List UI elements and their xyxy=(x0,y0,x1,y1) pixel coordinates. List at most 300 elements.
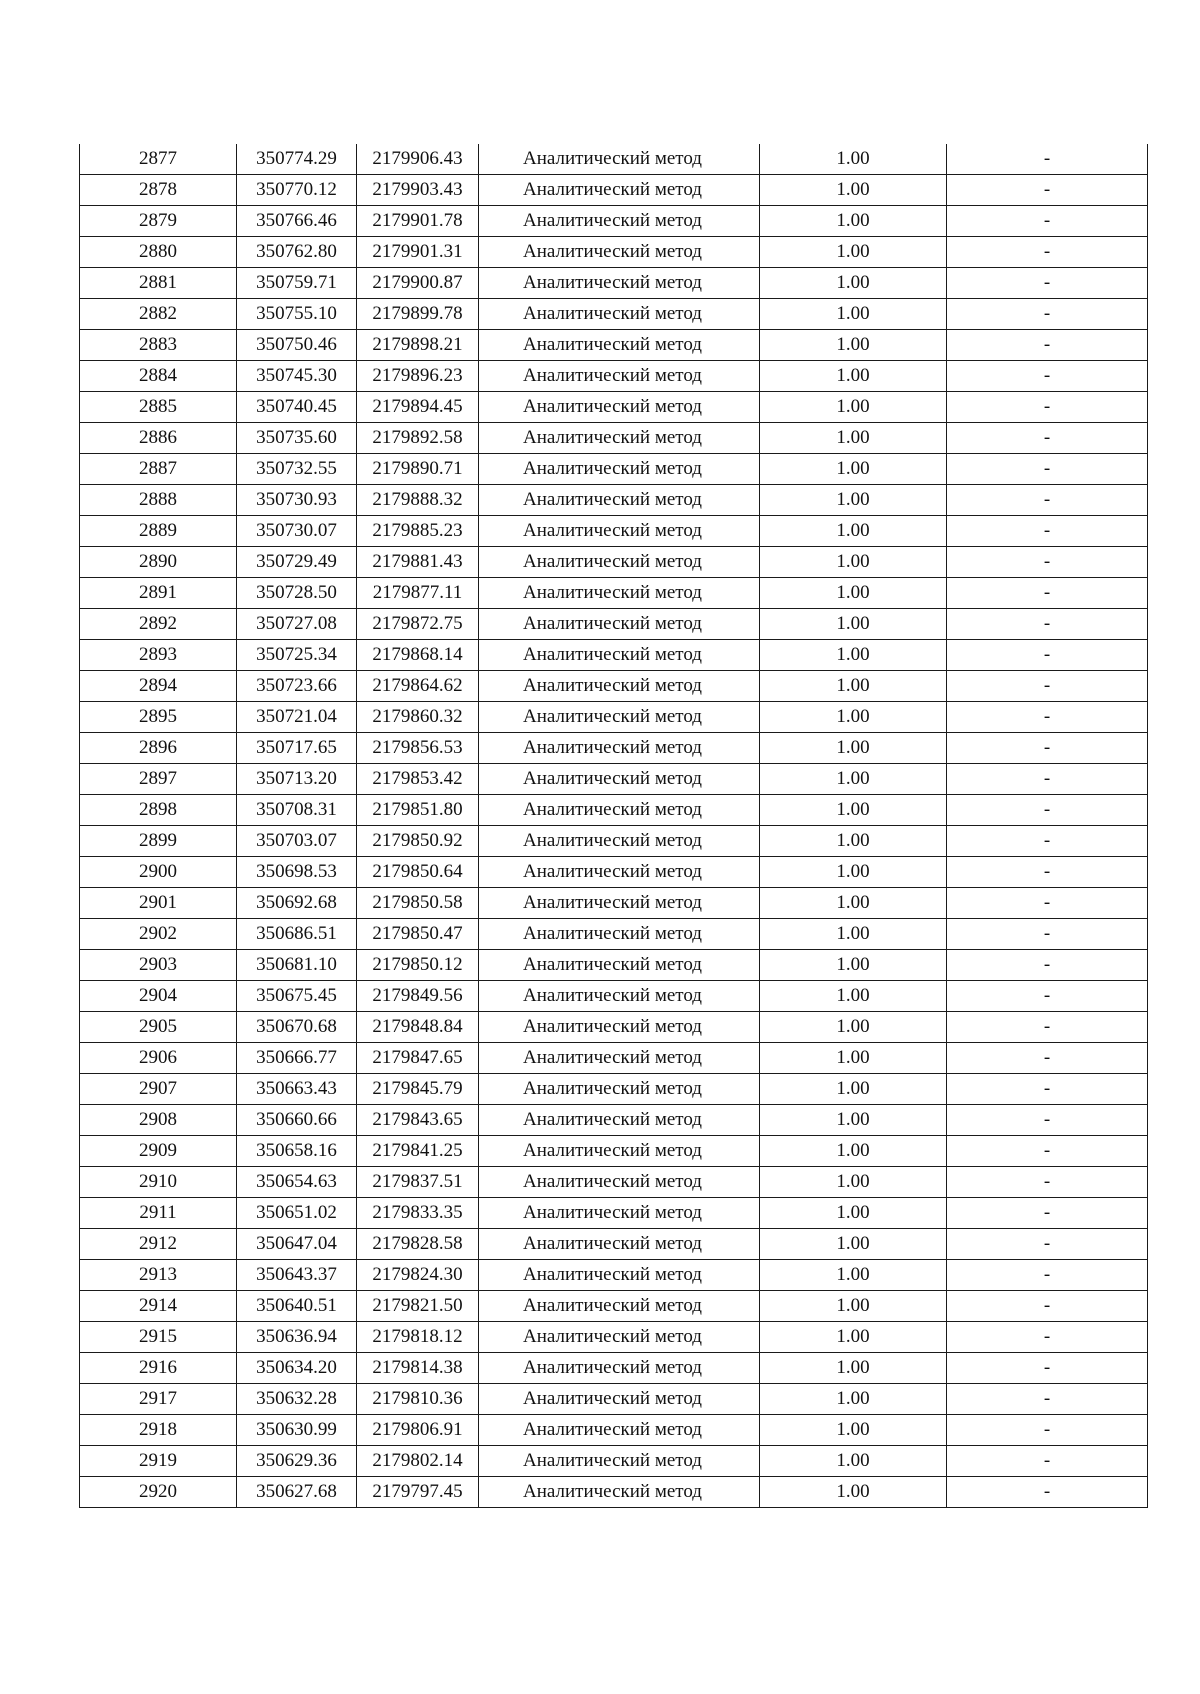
note-cell: - xyxy=(947,640,1148,671)
accuracy-cell: 1.00 xyxy=(760,702,947,733)
y-coordinate-cell: 2179881.43 xyxy=(357,547,479,578)
method-cell: Аналитический метод xyxy=(479,516,760,547)
accuracy-cell: 1.00 xyxy=(760,1105,947,1136)
note-cell: - xyxy=(947,826,1148,857)
method-cell: Аналитический метод xyxy=(479,1384,760,1415)
accuracy-cell: 1.00 xyxy=(760,268,947,299)
note-cell: - xyxy=(947,547,1148,578)
y-coordinate-cell: 2179828.58 xyxy=(357,1229,479,1260)
note-cell: - xyxy=(947,1446,1148,1477)
y-coordinate-cell: 2179864.62 xyxy=(357,671,479,702)
table-row xyxy=(80,1353,1148,1384)
x-coordinate-cell: 350663.43 xyxy=(237,1074,357,1105)
x-coordinate-cell: 350774.29 xyxy=(237,144,357,175)
note-cell: - xyxy=(947,919,1148,950)
method-cell: Аналитический метод xyxy=(479,981,760,1012)
point-number-cell: 2877 xyxy=(80,144,237,175)
table-row xyxy=(80,1291,1148,1322)
y-coordinate-cell: 2179856.53 xyxy=(357,733,479,764)
table-row xyxy=(80,702,1148,733)
x-coordinate-cell: 350632.28 xyxy=(237,1384,357,1415)
point-number-cell: 2909 xyxy=(80,1136,237,1167)
y-coordinate-cell: 2179850.64 xyxy=(357,857,479,888)
y-coordinate-cell: 2179802.14 xyxy=(357,1446,479,1477)
table-row xyxy=(80,423,1148,454)
x-coordinate-cell: 350660.66 xyxy=(237,1105,357,1136)
y-coordinate-cell: 2179898.21 xyxy=(357,330,479,361)
table-row xyxy=(80,361,1148,392)
accuracy-cell: 1.00 xyxy=(760,175,947,206)
table-row xyxy=(80,1477,1148,1508)
point-number-cell: 2906 xyxy=(80,1043,237,1074)
table-row xyxy=(80,981,1148,1012)
accuracy-cell: 1.00 xyxy=(760,1477,947,1508)
y-coordinate-cell: 2179899.78 xyxy=(357,299,479,330)
accuracy-cell: 1.00 xyxy=(760,857,947,888)
table-body xyxy=(80,144,1148,1508)
x-coordinate-cell: 350721.04 xyxy=(237,702,357,733)
point-number-cell: 2880 xyxy=(80,237,237,268)
note-cell: - xyxy=(947,1291,1148,1322)
x-coordinate-cell: 350670.68 xyxy=(237,1012,357,1043)
y-coordinate-cell: 2179821.50 xyxy=(357,1291,479,1322)
point-number-cell: 2902 xyxy=(80,919,237,950)
method-cell: Аналитический метод xyxy=(479,578,760,609)
note-cell: - xyxy=(947,516,1148,547)
x-coordinate-cell: 350759.71 xyxy=(237,268,357,299)
x-coordinate-cell: 350730.93 xyxy=(237,485,357,516)
accuracy-cell: 1.00 xyxy=(760,330,947,361)
point-number-cell: 2911 xyxy=(80,1198,237,1229)
accuracy-cell: 1.00 xyxy=(760,1136,947,1167)
method-cell: Аналитический метод xyxy=(479,733,760,764)
method-cell: Аналитический метод xyxy=(479,268,760,299)
point-number-cell: 2907 xyxy=(80,1074,237,1105)
y-coordinate-cell: 2179885.23 xyxy=(357,516,479,547)
note-cell: - xyxy=(947,950,1148,981)
table-row xyxy=(80,733,1148,764)
y-coordinate-cell: 2179872.75 xyxy=(357,609,479,640)
method-cell: Аналитический метод xyxy=(479,361,760,392)
note-cell: - xyxy=(947,1384,1148,1415)
accuracy-cell: 1.00 xyxy=(760,1415,947,1446)
point-number-cell: 2889 xyxy=(80,516,237,547)
x-coordinate-cell: 350723.66 xyxy=(237,671,357,702)
y-coordinate-cell: 2179868.14 xyxy=(357,640,479,671)
x-coordinate-cell: 350651.02 xyxy=(237,1198,357,1229)
x-coordinate-cell: 350703.07 xyxy=(237,826,357,857)
x-coordinate-cell: 350740.45 xyxy=(237,392,357,423)
accuracy-cell: 1.00 xyxy=(760,950,947,981)
table-row xyxy=(80,1229,1148,1260)
accuracy-cell: 1.00 xyxy=(760,1353,947,1384)
point-number-cell: 2890 xyxy=(80,547,237,578)
note-cell: - xyxy=(947,795,1148,826)
method-cell: Аналитический метод xyxy=(479,1291,760,1322)
accuracy-cell: 1.00 xyxy=(760,609,947,640)
accuracy-cell: 1.00 xyxy=(760,299,947,330)
x-coordinate-cell: 350735.60 xyxy=(237,423,357,454)
method-cell: Аналитический метод xyxy=(479,1136,760,1167)
note-cell: - xyxy=(947,1074,1148,1105)
y-coordinate-cell: 2179900.87 xyxy=(357,268,479,299)
point-number-cell: 2896 xyxy=(80,733,237,764)
note-cell: - xyxy=(947,1136,1148,1167)
y-coordinate-cell: 2179848.84 xyxy=(357,1012,479,1043)
method-cell: Аналитический метод xyxy=(479,392,760,423)
point-number-cell: 2915 xyxy=(80,1322,237,1353)
method-cell: Аналитический метод xyxy=(479,888,760,919)
accuracy-cell: 1.00 xyxy=(760,795,947,826)
y-coordinate-cell: 2179810.36 xyxy=(357,1384,479,1415)
method-cell: Аналитический метод xyxy=(479,671,760,702)
accuracy-cell: 1.00 xyxy=(760,144,947,175)
method-cell: Аналитический метод xyxy=(479,702,760,733)
y-coordinate-cell: 2179906.43 xyxy=(357,144,479,175)
method-cell: Аналитический метод xyxy=(479,609,760,640)
method-cell: Аналитический метод xyxy=(479,175,760,206)
method-cell: Аналитический метод xyxy=(479,206,760,237)
note-cell: - xyxy=(947,733,1148,764)
x-coordinate-cell: 350728.50 xyxy=(237,578,357,609)
point-number-cell: 2917 xyxy=(80,1384,237,1415)
accuracy-cell: 1.00 xyxy=(760,1260,947,1291)
table-row xyxy=(80,888,1148,919)
table-row xyxy=(80,237,1148,268)
point-number-cell: 2901 xyxy=(80,888,237,919)
table-row xyxy=(80,578,1148,609)
y-coordinate-cell: 2179850.92 xyxy=(357,826,479,857)
x-coordinate-cell: 350634.20 xyxy=(237,1353,357,1384)
table-row xyxy=(80,640,1148,671)
y-coordinate-cell: 2179843.65 xyxy=(357,1105,479,1136)
accuracy-cell: 1.00 xyxy=(760,826,947,857)
note-cell: - xyxy=(947,1043,1148,1074)
x-coordinate-cell: 350729.49 xyxy=(237,547,357,578)
note-cell: - xyxy=(947,1229,1148,1260)
note-cell: - xyxy=(947,485,1148,516)
method-cell: Аналитический метод xyxy=(479,1198,760,1229)
y-coordinate-cell: 2179850.12 xyxy=(357,950,479,981)
x-coordinate-cell: 350713.20 xyxy=(237,764,357,795)
y-coordinate-cell: 2179903.43 xyxy=(357,175,479,206)
table-row xyxy=(80,268,1148,299)
point-number-cell: 2881 xyxy=(80,268,237,299)
y-coordinate-cell: 2179818.12 xyxy=(357,1322,479,1353)
accuracy-cell: 1.00 xyxy=(760,206,947,237)
y-coordinate-cell: 2179890.71 xyxy=(357,454,479,485)
point-number-cell: 2897 xyxy=(80,764,237,795)
point-number-cell: 2894 xyxy=(80,671,237,702)
table-row xyxy=(80,1136,1148,1167)
y-coordinate-cell: 2179894.45 xyxy=(357,392,479,423)
x-coordinate-cell: 350629.36 xyxy=(237,1446,357,1477)
x-coordinate-cell: 350770.12 xyxy=(237,175,357,206)
note-cell: - xyxy=(947,237,1148,268)
point-number-cell: 2893 xyxy=(80,640,237,671)
point-number-cell: 2891 xyxy=(80,578,237,609)
point-number-cell: 2910 xyxy=(80,1167,237,1198)
y-coordinate-cell: 2179850.58 xyxy=(357,888,479,919)
accuracy-cell: 1.00 xyxy=(760,454,947,485)
point-number-cell: 2878 xyxy=(80,175,237,206)
y-coordinate-cell: 2179797.45 xyxy=(357,1477,479,1508)
note-cell: - xyxy=(947,578,1148,609)
y-coordinate-cell: 2179824.30 xyxy=(357,1260,479,1291)
y-coordinate-cell: 2179849.56 xyxy=(357,981,479,1012)
y-coordinate-cell: 2179877.11 xyxy=(357,578,479,609)
x-coordinate-cell: 350762.80 xyxy=(237,237,357,268)
table-row xyxy=(80,1043,1148,1074)
y-coordinate-cell: 2179853.42 xyxy=(357,764,479,795)
table-row xyxy=(80,144,1148,175)
method-cell: Аналитический метод xyxy=(479,1043,760,1074)
x-coordinate-cell: 350658.16 xyxy=(237,1136,357,1167)
method-cell: Аналитический метод xyxy=(479,237,760,268)
x-coordinate-cell: 350725.34 xyxy=(237,640,357,671)
table-row xyxy=(80,1012,1148,1043)
x-coordinate-cell: 350630.99 xyxy=(237,1415,357,1446)
table-row xyxy=(80,919,1148,950)
method-cell: Аналитический метод xyxy=(479,485,760,516)
y-coordinate-cell: 2179845.79 xyxy=(357,1074,479,1105)
method-cell: Аналитический метод xyxy=(479,857,760,888)
table-row xyxy=(80,764,1148,795)
point-number-cell: 2920 xyxy=(80,1477,237,1508)
accuracy-cell: 1.00 xyxy=(760,640,947,671)
point-number-cell: 2898 xyxy=(80,795,237,826)
x-coordinate-cell: 350647.04 xyxy=(237,1229,357,1260)
table-row xyxy=(80,392,1148,423)
point-number-cell: 2884 xyxy=(80,361,237,392)
note-cell: - xyxy=(947,299,1148,330)
table-row xyxy=(80,795,1148,826)
accuracy-cell: 1.00 xyxy=(760,733,947,764)
note-cell: - xyxy=(947,268,1148,299)
table-row xyxy=(80,485,1148,516)
x-coordinate-cell: 350627.68 xyxy=(237,1477,357,1508)
note-cell: - xyxy=(947,423,1148,454)
method-cell: Аналитический метод xyxy=(479,454,760,485)
x-coordinate-cell: 350698.53 xyxy=(237,857,357,888)
accuracy-cell: 1.00 xyxy=(760,1229,947,1260)
table-row xyxy=(80,1384,1148,1415)
note-cell: - xyxy=(947,981,1148,1012)
note-cell: - xyxy=(947,144,1148,175)
y-coordinate-cell: 2179850.47 xyxy=(357,919,479,950)
method-cell: Аналитический метод xyxy=(479,826,760,857)
method-cell: Аналитический метод xyxy=(479,764,760,795)
note-cell: - xyxy=(947,1260,1148,1291)
accuracy-cell: 1.00 xyxy=(760,1012,947,1043)
y-coordinate-cell: 2179841.25 xyxy=(357,1136,479,1167)
method-cell: Аналитический метод xyxy=(479,919,760,950)
method-cell: Аналитический метод xyxy=(479,1229,760,1260)
table-row xyxy=(80,206,1148,237)
x-coordinate-cell: 350654.63 xyxy=(237,1167,357,1198)
accuracy-cell: 1.00 xyxy=(760,547,947,578)
note-cell: - xyxy=(947,1415,1148,1446)
accuracy-cell: 1.00 xyxy=(760,392,947,423)
x-coordinate-cell: 350636.94 xyxy=(237,1322,357,1353)
accuracy-cell: 1.00 xyxy=(760,1043,947,1074)
accuracy-cell: 1.00 xyxy=(760,1167,947,1198)
method-cell: Аналитический метод xyxy=(479,1477,760,1508)
method-cell: Аналитический метод xyxy=(479,144,760,175)
point-number-cell: 2919 xyxy=(80,1446,237,1477)
accuracy-cell: 1.00 xyxy=(760,361,947,392)
point-number-cell: 2895 xyxy=(80,702,237,733)
table-row xyxy=(80,671,1148,702)
point-number-cell: 2904 xyxy=(80,981,237,1012)
accuracy-cell: 1.00 xyxy=(760,578,947,609)
note-cell: - xyxy=(947,1353,1148,1384)
point-number-cell: 2900 xyxy=(80,857,237,888)
point-number-cell: 2885 xyxy=(80,392,237,423)
point-number-cell: 2882 xyxy=(80,299,237,330)
method-cell: Аналитический метод xyxy=(479,1353,760,1384)
y-coordinate-cell: 2179806.91 xyxy=(357,1415,479,1446)
y-coordinate-cell: 2179901.31 xyxy=(357,237,479,268)
accuracy-cell: 1.00 xyxy=(760,981,947,1012)
note-cell: - xyxy=(947,175,1148,206)
method-cell: Аналитический метод xyxy=(479,423,760,454)
x-coordinate-cell: 350708.31 xyxy=(237,795,357,826)
table-row xyxy=(80,1260,1148,1291)
x-coordinate-cell: 350730.07 xyxy=(237,516,357,547)
x-coordinate-cell: 350666.77 xyxy=(237,1043,357,1074)
accuracy-cell: 1.00 xyxy=(760,423,947,454)
accuracy-cell: 1.00 xyxy=(760,919,947,950)
point-number-cell: 2899 xyxy=(80,826,237,857)
y-coordinate-cell: 2179851.80 xyxy=(357,795,479,826)
table-row xyxy=(80,950,1148,981)
x-coordinate-cell: 350717.65 xyxy=(237,733,357,764)
point-number-cell: 2913 xyxy=(80,1260,237,1291)
accuracy-cell: 1.00 xyxy=(760,671,947,702)
note-cell: - xyxy=(947,609,1148,640)
table-row xyxy=(80,516,1148,547)
table-row xyxy=(80,299,1148,330)
table-row xyxy=(80,1322,1148,1353)
accuracy-cell: 1.00 xyxy=(760,237,947,268)
x-coordinate-cell: 350745.30 xyxy=(237,361,357,392)
method-cell: Аналитический метод xyxy=(479,1105,760,1136)
accuracy-cell: 1.00 xyxy=(760,516,947,547)
method-cell: Аналитический метод xyxy=(479,1074,760,1105)
point-number-cell: 2892 xyxy=(80,609,237,640)
table-row xyxy=(80,1198,1148,1229)
x-coordinate-cell: 350681.10 xyxy=(237,950,357,981)
note-cell: - xyxy=(947,1167,1148,1198)
accuracy-cell: 1.00 xyxy=(760,1384,947,1415)
point-number-cell: 2914 xyxy=(80,1291,237,1322)
y-coordinate-cell: 2179860.32 xyxy=(357,702,479,733)
point-number-cell: 2887 xyxy=(80,454,237,485)
method-cell: Аналитический метод xyxy=(479,1167,760,1198)
method-cell: Аналитический метод xyxy=(479,1012,760,1043)
note-cell: - xyxy=(947,361,1148,392)
table-row xyxy=(80,175,1148,206)
point-number-cell: 2905 xyxy=(80,1012,237,1043)
point-number-cell: 2886 xyxy=(80,423,237,454)
point-number-cell: 2903 xyxy=(80,950,237,981)
x-coordinate-cell: 350692.68 xyxy=(237,888,357,919)
accuracy-cell: 1.00 xyxy=(760,1446,947,1477)
x-coordinate-cell: 350732.55 xyxy=(237,454,357,485)
table-row xyxy=(80,1167,1148,1198)
point-number-cell: 2918 xyxy=(80,1415,237,1446)
note-cell: - xyxy=(947,206,1148,237)
method-cell: Аналитический метод xyxy=(479,299,760,330)
method-cell: Аналитический метод xyxy=(479,795,760,826)
table-row xyxy=(80,547,1148,578)
accuracy-cell: 1.00 xyxy=(760,485,947,516)
method-cell: Аналитический метод xyxy=(479,330,760,361)
method-cell: Аналитический метод xyxy=(479,1446,760,1477)
note-cell: - xyxy=(947,454,1148,485)
point-number-cell: 2888 xyxy=(80,485,237,516)
table-row xyxy=(80,826,1148,857)
method-cell: Аналитический метод xyxy=(479,950,760,981)
table-row xyxy=(80,1105,1148,1136)
y-coordinate-cell: 2179833.35 xyxy=(357,1198,479,1229)
accuracy-cell: 1.00 xyxy=(760,764,947,795)
x-coordinate-cell: 350766.46 xyxy=(237,206,357,237)
y-coordinate-cell: 2179847.65 xyxy=(357,1043,479,1074)
x-coordinate-cell: 350640.51 xyxy=(237,1291,357,1322)
x-coordinate-cell: 350675.45 xyxy=(237,981,357,1012)
point-number-cell: 2912 xyxy=(80,1229,237,1260)
note-cell: - xyxy=(947,702,1148,733)
method-cell: Аналитический метод xyxy=(479,1415,760,1446)
method-cell: Аналитический метод xyxy=(479,1260,760,1291)
table-row xyxy=(80,609,1148,640)
y-coordinate-cell: 2179837.51 xyxy=(357,1167,479,1198)
accuracy-cell: 1.00 xyxy=(760,888,947,919)
table-row xyxy=(80,1446,1148,1477)
note-cell: - xyxy=(947,888,1148,919)
y-coordinate-cell: 2179896.23 xyxy=(357,361,479,392)
note-cell: - xyxy=(947,671,1148,702)
note-cell: - xyxy=(947,1198,1148,1229)
coordinates-table xyxy=(79,144,1148,1508)
note-cell: - xyxy=(947,857,1148,888)
note-cell: - xyxy=(947,330,1148,361)
accuracy-cell: 1.00 xyxy=(760,1322,947,1353)
table-row xyxy=(80,857,1148,888)
y-coordinate-cell: 2179901.78 xyxy=(357,206,479,237)
x-coordinate-cell: 350643.37 xyxy=(237,1260,357,1291)
table-row xyxy=(80,330,1148,361)
table-row xyxy=(80,1074,1148,1105)
table-row xyxy=(80,454,1148,485)
x-coordinate-cell: 350727.08 xyxy=(237,609,357,640)
x-coordinate-cell: 350686.51 xyxy=(237,919,357,950)
note-cell: - xyxy=(947,764,1148,795)
note-cell: - xyxy=(947,1477,1148,1508)
note-cell: - xyxy=(947,1322,1148,1353)
accuracy-cell: 1.00 xyxy=(760,1198,947,1229)
accuracy-cell: 1.00 xyxy=(760,1074,947,1105)
accuracy-cell: 1.00 xyxy=(760,1291,947,1322)
method-cell: Аналитический метод xyxy=(479,547,760,578)
y-coordinate-cell: 2179892.58 xyxy=(357,423,479,454)
point-number-cell: 2916 xyxy=(80,1353,237,1384)
note-cell: - xyxy=(947,392,1148,423)
note-cell: - xyxy=(947,1105,1148,1136)
x-coordinate-cell: 350755.10 xyxy=(237,299,357,330)
